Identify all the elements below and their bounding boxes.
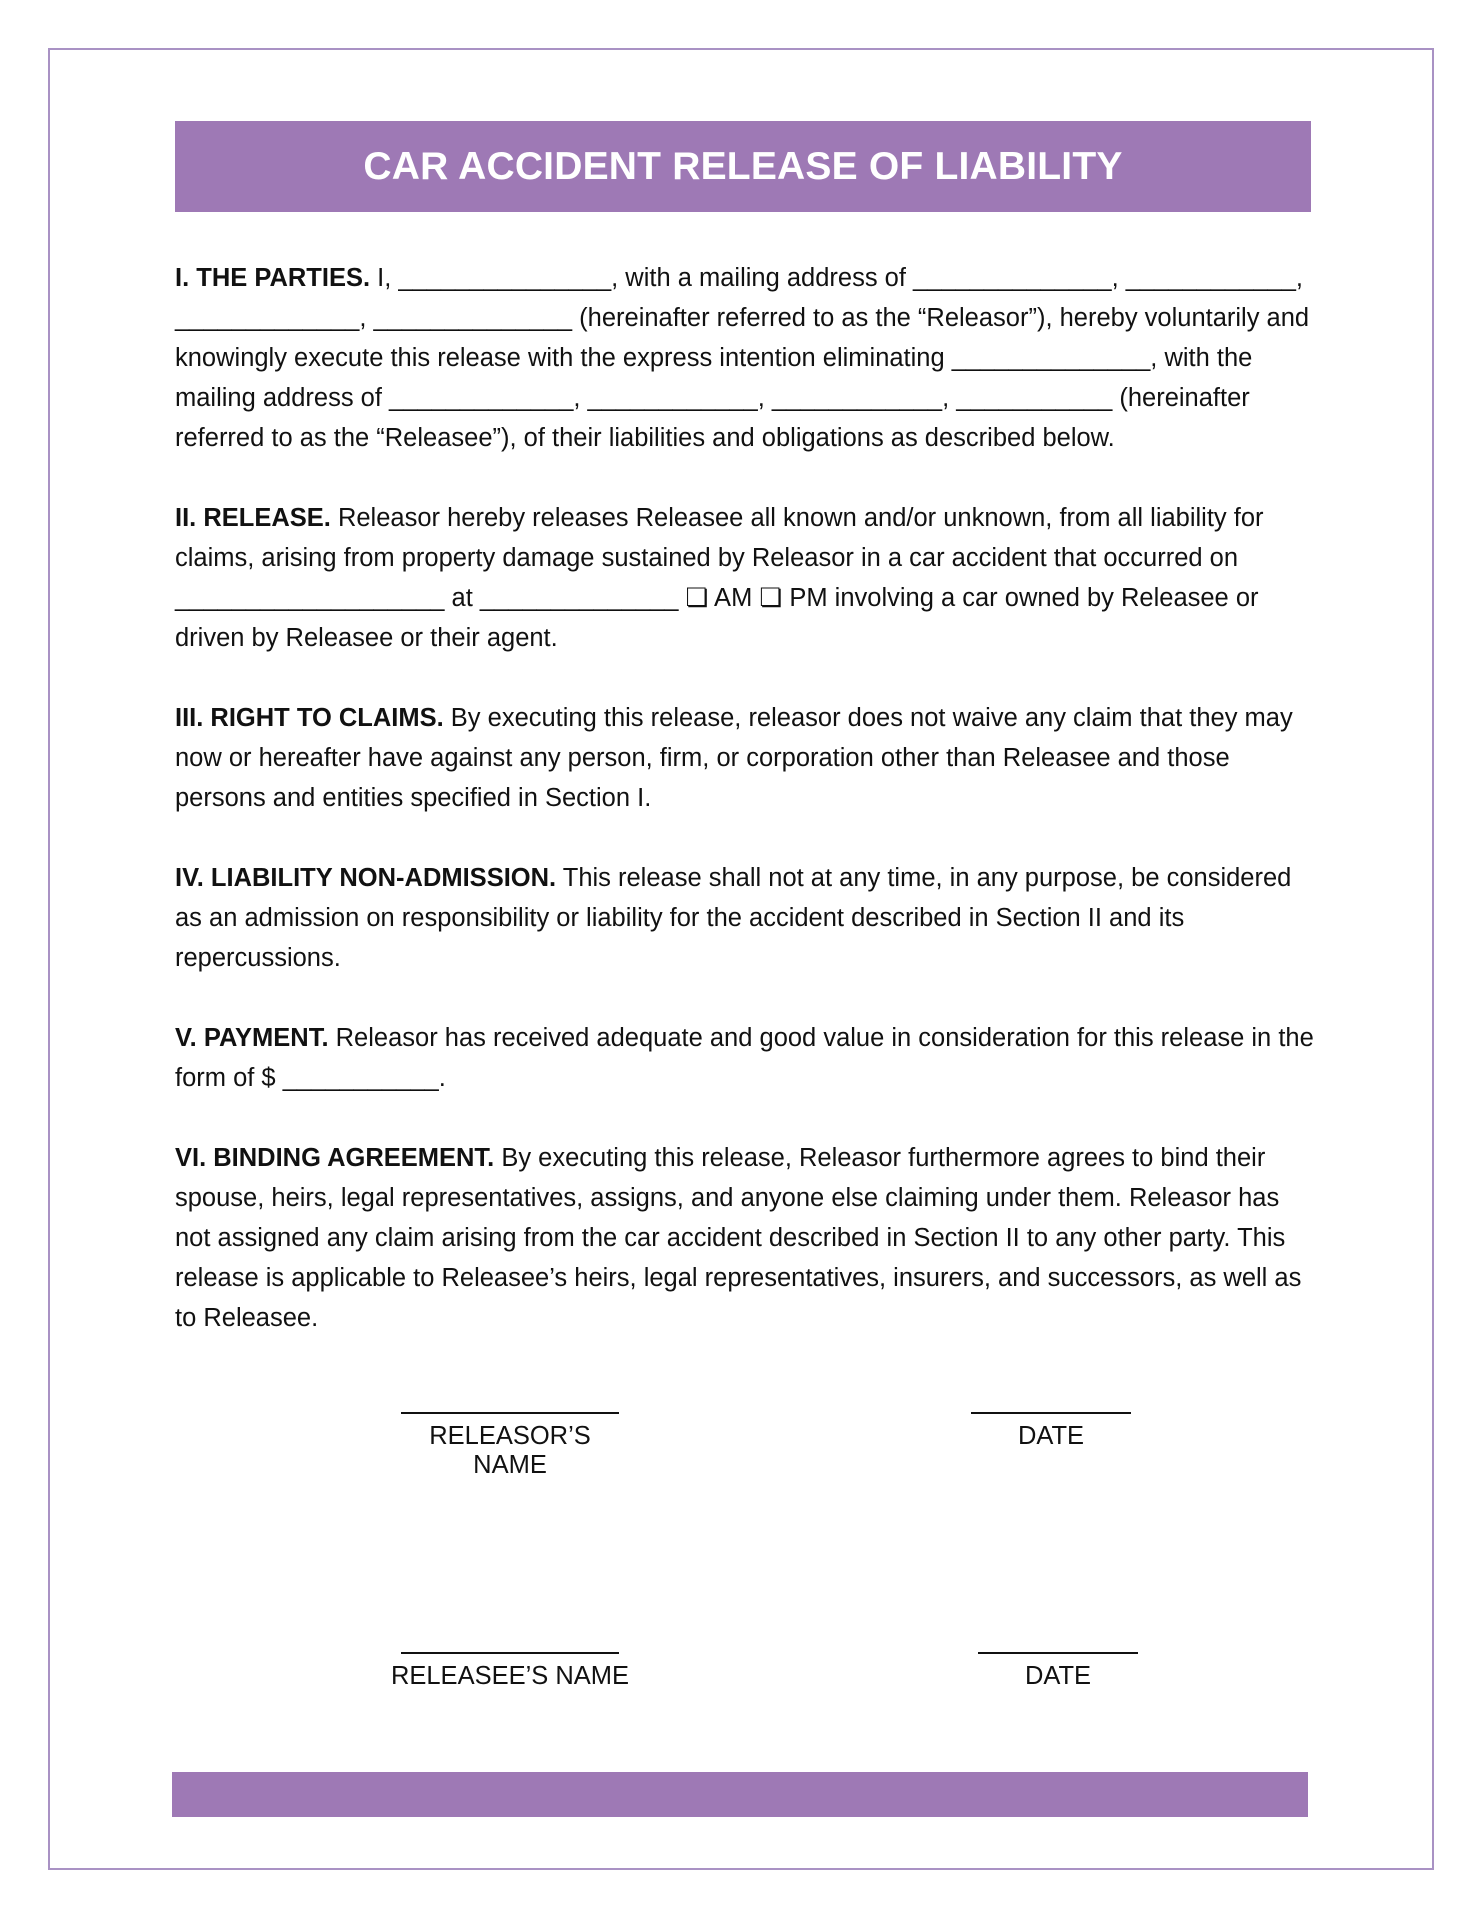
signature-line: [978, 1652, 1138, 1654]
footer-banner: [172, 1772, 1308, 1817]
section-heading: III. RIGHT TO CLAIMS.: [175, 704, 444, 732]
section-text: Releasor hereby releases Releasee all known and/or unknown, from all liability for claims, arising from property damage sustained by Releasor in a car accident that occurred on ___________________ at ______________ ❏ AM ❏ PM involving a car owned by Releasee or driven by Releasee or their agent.: [175, 504, 1264, 652]
releasor-date-label: DATE: [1017, 1422, 1085, 1450]
releasor-name-signature: [390, 1412, 630, 1480]
section-heading: VI. BINDING AGREEMENT.: [175, 1144, 495, 1172]
section-text: This release shall not at any time, in any purpose, be considered as an admission on responsibility or liability for the accident described in Section II and its repercussions.: [175, 864, 1292, 972]
releasee-date-signature: [958, 1652, 1158, 1691]
section-parties: [175, 258, 1315, 458]
section-text: Releasor has received adequate and good value in consideration for this release in the form of $ ___________.: [175, 1024, 1314, 1092]
signature-line: [971, 1412, 1131, 1414]
section-text: By executing this release, Releasor furthermore agrees to bind their spouse, heirs, legal representatives, assigns, and anyone else claiming under them. Releasor has not assigned any claim arising from the car accident described in Section II to any other party. This release is applicable to Releasee’s heirs, legal representatives, insurers, and successors, as well as to Releasee.: [175, 1144, 1302, 1332]
section-liability-non-admission: [175, 858, 1315, 978]
releasee-name-signature: [390, 1652, 630, 1691]
section-heading: V. PAYMENT.: [175, 1024, 329, 1052]
title-banner: [175, 121, 1311, 212]
releasor-date-signature: [951, 1412, 1151, 1451]
releasee-date-label: DATE: [1024, 1662, 1092, 1690]
releasor-name-label: RELEASOR’S NAME: [429, 1422, 591, 1479]
document-title: CAR ACCIDENT RELEASE OF LIABILITY: [363, 144, 1123, 188]
signature-line: [401, 1412, 619, 1414]
section-right-to-claims: [175, 698, 1315, 818]
section-release: [175, 498, 1315, 658]
section-text: I, _______________, with a mailing address of ______________, ____________, _____________, ______________ (hereinafter referred to as the “Releasor”), hereby voluntarily and knowingly execute this release with the express intention eliminating ______________, with the mailing address of _____________, ____________, ____________, ___________ (hereinafter referred to as the “Releasee”), of their liabilities and obligations as described below.: [175, 264, 1310, 452]
section-heading: IV. LIABILITY NON-ADMISSION.: [175, 864, 557, 892]
section-text: By executing this release, releasor does not waive any claim that they may now or hereafter have against any person, firm, or corporation other than Releasee and those persons and entities specified in Section I.: [175, 704, 1293, 812]
section-heading: II. RELEASE.: [175, 504, 331, 532]
signature-line: [401, 1652, 619, 1654]
section-payment: [175, 1018, 1315, 1098]
releasee-name-label: RELEASEE’S NAME: [390, 1662, 630, 1690]
section-binding-agreement: [175, 1138, 1315, 1338]
section-heading: I. THE PARTIES.: [175, 264, 371, 292]
document-body: [175, 258, 1315, 1338]
